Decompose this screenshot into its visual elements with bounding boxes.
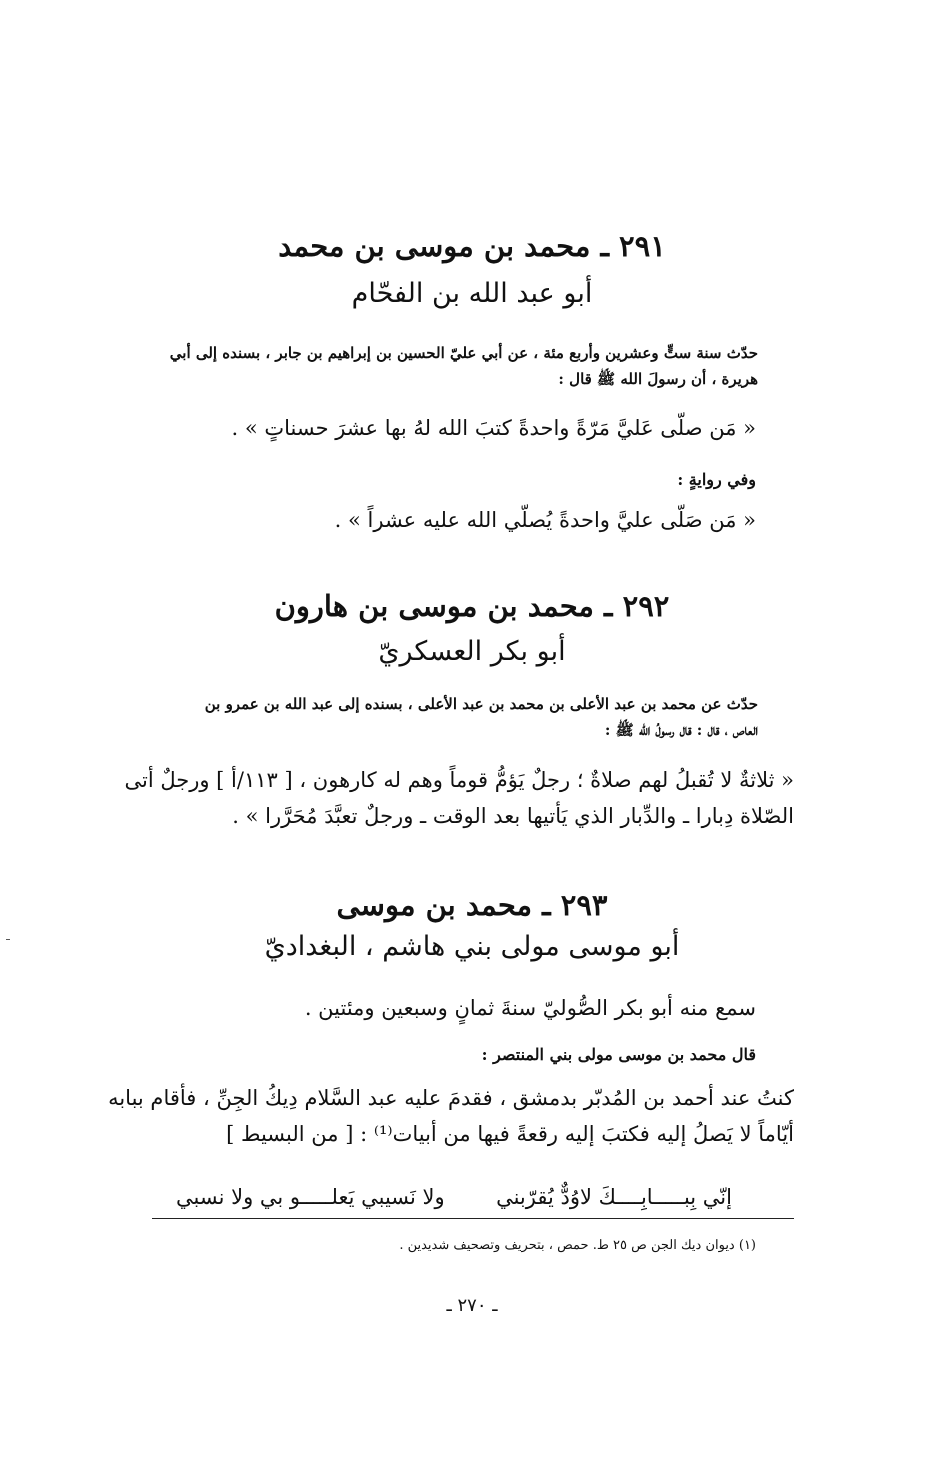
footnote: (١) ديوان ديك الجن ص ٢٥ ط. حمص ، بتحريف وتصحيف شديدين . bbox=[399, 1238, 756, 1253]
entry-293-narrator-label: قال محمد بن موسى مولى بني المنتصر : bbox=[481, 1045, 756, 1064]
entry-292-hadith-line-2: الصّلاة دِبارا ـ والدِّبار الذي يَأتيها بعد الوقت ـ ورجلٌ تعبَّدَ مُحَرَّرا » . bbox=[232, 804, 794, 828]
margin-mark bbox=[6, 939, 10, 940]
entry-291-subheading: أبو عبد الله بن الفحّام bbox=[351, 278, 593, 309]
entry-293-text: سمع منه أبو بكر الصُّوليّ سنةَ ثمانٍ وسبعين ومئتين . bbox=[304, 996, 756, 1020]
poem-second-hemistich: ولا نَسيبي يَعلـــــو بي ولا نسبي bbox=[176, 1185, 445, 1209]
entry-292-hadith-line-1: « ثلاثةٌ لا تُقبلُ لهم صلاةٌ ؛ رجلٌ يَؤمُّ قوماً وهم له كارهون ، [ ١١٣/أ ] ورجلٌ أتى bbox=[124, 768, 794, 792]
entry-293-subheading: أبو موسى مولى بني هاشم ، البغداديّ bbox=[264, 931, 680, 962]
page-number: ـ ٢٧٠ ـ bbox=[446, 1295, 498, 1316]
entry-291-intro-line-1: حدّث سنة ستٍّ وعشرين وأربع مئة ، عن أبي عليّ الحسين بن إبراهيم بن جابر ، بسنده إلى أبي bbox=[169, 344, 758, 362]
entry-292-heading: ٢٩٢ ـ محمد بن موسى بن هارون bbox=[274, 589, 670, 623]
entry-293-story-line-1: كنتُ عند أحمد بن المُدبّر بدمشق ، فقدمَ عليه عبد السَّلام دِيكُ الجِنِّ ، فأقام ببابه bbox=[108, 1086, 794, 1110]
entry-291-intro bbox=[108, 340, 758, 392]
poem-first-hemistich: إنّي بِبـــــابِــــكَ لاوُدٌّ يُقرّبني bbox=[496, 1185, 732, 1209]
entry-292-intro bbox=[108, 691, 758, 743]
entry-292-subheading: أبو بكر العسكريّ bbox=[378, 636, 566, 667]
entry-292-intro-line-2: العاص ، قال : قال رسولُ الله ﷺ : bbox=[604, 721, 758, 739]
entry-293-story bbox=[104, 1080, 794, 1152]
footnote-divider bbox=[152, 1218, 794, 1219]
entry-292-hadith bbox=[104, 762, 794, 834]
entry-292-intro-line-1: حدّث عن محمد بن عبد الأعلى بن محمد بن عبد الأعلى ، بسنده إلى عبد الله بن عمرو بن bbox=[204, 695, 758, 713]
entry-293-story-line-2: أيّاماً لا يَصلُ إليه فكتبَ إليه رقعةً فيها من أبيات⁽¹⁾ : [ من البسيط ] bbox=[226, 1122, 794, 1146]
entry-291-hadith: « مَن صلّى عَليَّ مَرّةً واحدةً كتبَ الله لهُ بها عشرَ حسناتٍ » . bbox=[231, 416, 756, 440]
entry-291-variant-label: وفي روايةٍ : bbox=[677, 470, 756, 489]
entry-293-heading: ٢٩٣ ـ محمد بن موسى bbox=[336, 888, 608, 922]
entry-291-heading: ٢٩١ ـ محمد بن موسى بن محمد bbox=[278, 229, 666, 263]
entry-291-variant-hadith: « مَن صَلّى عليَّ واحدةً يُصلّي الله عليه عشراً » . bbox=[334, 508, 756, 532]
entry-291-intro-line-2: هريرة ، أن رسولَ الله ﷺ قال : bbox=[558, 370, 758, 388]
